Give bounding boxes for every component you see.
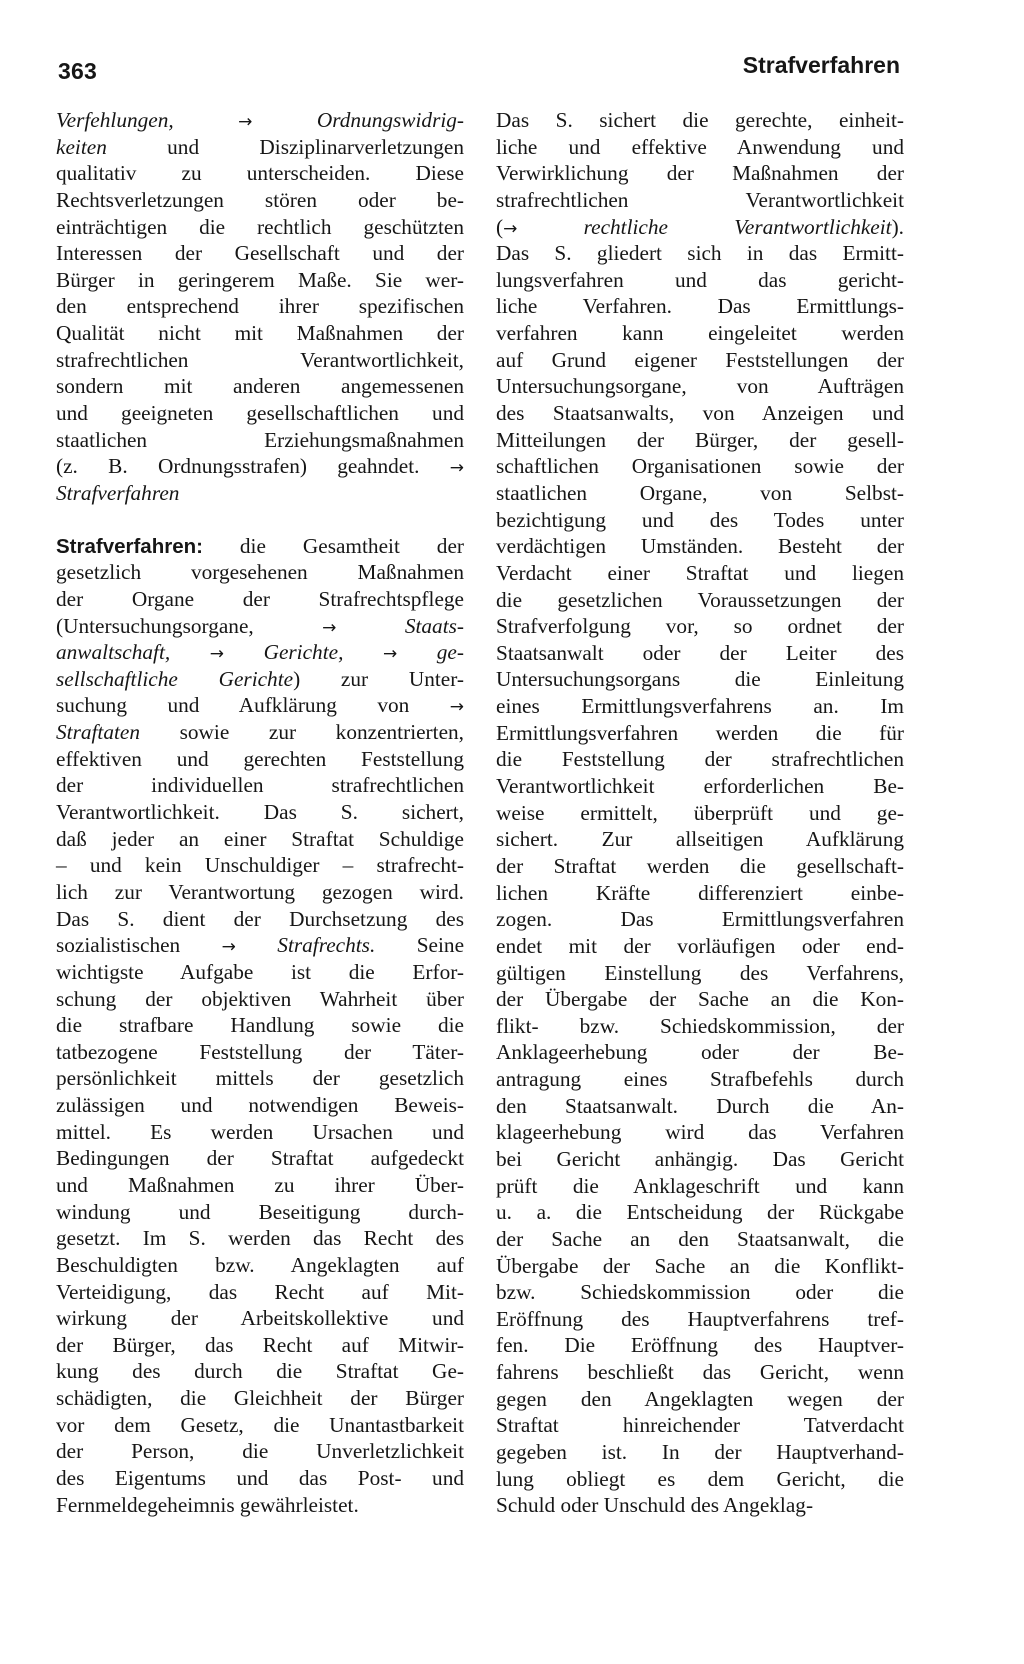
- text-line: [496, 1412, 904, 1439]
- text-run: flikt- bzw. Schiedskommission, der: [496, 1013, 904, 1038]
- text-run: Straftat hinreichender Tatverdacht: [496, 1413, 904, 1438]
- text-line: [56, 906, 464, 933]
- text-run: gültigen Einstellung des Verfahrens,: [496, 960, 904, 985]
- text-line: [496, 400, 904, 427]
- text-line: [56, 1438, 464, 1465]
- text-run: zogen. Das Ermittlungsverfahren: [496, 907, 904, 932]
- text-line: [56, 1465, 464, 1492]
- text-run: Staatsanwalt oder der Leiter des: [496, 640, 904, 665]
- text-line: [496, 560, 904, 587]
- text-run: [236, 933, 277, 957]
- text-run: ).: [891, 214, 905, 239]
- text-run: die Feststellung der strafrechtlichen: [496, 747, 904, 772]
- text-run: Beschuldigten bzw. Angeklagten auf: [56, 1252, 464, 1277]
- text-run: den Staatsanwalt. Durch die An-: [496, 1093, 904, 1118]
- text-run: der individuellen strafrechtlichen: [56, 773, 464, 798]
- text-line: [56, 799, 464, 826]
- text-line: [56, 1385, 464, 1412]
- text-run: wichtigste Aufgabe ist die Erfor-: [56, 959, 464, 984]
- text-run: schädigten, die Gleichheit der Bürger: [56, 1386, 464, 1411]
- cross-reference-term: Verfehlungen,: [56, 108, 174, 132]
- cross-reference-arrow-icon: →: [209, 644, 224, 665]
- cross-reference-term: Staats-: [404, 613, 464, 638]
- text-run: klageerhebung wird das Verfahren: [496, 1120, 904, 1145]
- cross-reference-term: Straftaten: [56, 720, 141, 745]
- text-line: [496, 880, 904, 907]
- cross-reference-arrow-icon: →: [238, 112, 253, 132]
- text-run: endet mit der vorläufigen oder end-: [496, 933, 904, 958]
- text-run: [170, 640, 210, 664]
- text-run: vor dem Gesetz, die Unantastbarkeit: [56, 1412, 464, 1437]
- text-line: [496, 693, 904, 720]
- text-line: [496, 986, 904, 1013]
- text-line: [496, 1173, 904, 1200]
- text-line: [496, 1279, 904, 1306]
- cross-reference-term: ge-: [436, 640, 464, 665]
- text-run: bzw. Schiedskommission oder die: [496, 1280, 904, 1305]
- text-line: [496, 214, 904, 241]
- text-line: [496, 800, 904, 827]
- text-run: Verantwortlichkeit. Das S. sichert,: [56, 800, 464, 825]
- text-run: und Maßnahmen zu ihrer Über-: [56, 1172, 464, 1197]
- cross-reference-arrow-icon: →: [449, 697, 464, 718]
- cross-reference-arrow-icon: →: [221, 937, 236, 958]
- text-line: [496, 134, 904, 161]
- text-line: [496, 853, 904, 880]
- cross-reference-term: Strafverfahren: [56, 480, 180, 505]
- text-line: [496, 373, 904, 400]
- text-run: gegeben ist. In der Hauptverhand-: [496, 1440, 904, 1465]
- text-run: Anklageerhebung oder der Be-: [496, 1040, 904, 1065]
- text-run: u. a. die Entscheidung der Rückgabe: [496, 1200, 904, 1225]
- text-run: Seine: [375, 933, 465, 958]
- text-line: [56, 879, 464, 906]
- text-run: lung obliegt es dem Gericht, die: [496, 1466, 904, 1491]
- text-run: qualitativ zu unterscheiden. Diese: [56, 161, 464, 186]
- text-line: [496, 293, 904, 320]
- text-run: Untersuchungsorgans die Einleitung: [496, 667, 904, 692]
- text-line: [496, 1226, 904, 1253]
- text-line: [56, 559, 464, 586]
- text-line: [496, 1039, 904, 1066]
- text-run: Verdacht einer Straftat und liegen: [496, 560, 904, 585]
- text-run: Verwirklichung der Maßnahmen der: [496, 161, 904, 186]
- text-line: [496, 1066, 904, 1093]
- text-run: antragung eines Strafbefehls durch: [496, 1067, 904, 1092]
- text-line: [496, 320, 904, 347]
- text-run: ) zur Unter-: [293, 666, 464, 691]
- cross-reference-term: Gerichte,: [263, 640, 344, 665]
- text-run: eines Ermittlungsverfahrens an. Im: [496, 694, 904, 719]
- text-run: strafrechtlichen Verantwortlichkeit,: [56, 347, 464, 372]
- text-run: – und kein Unschuldiger – strafrecht-: [56, 853, 464, 878]
- text-line: [56, 1279, 464, 1306]
- text-line: [56, 1012, 464, 1039]
- text-line: [56, 1199, 464, 1226]
- text-line: [56, 959, 464, 986]
- text-run: sichert. Zur allseitigen Aufklärung: [496, 827, 904, 852]
- text-line: [56, 400, 464, 427]
- running-head: Strafverfahren: [742, 52, 900, 78]
- text-line: [56, 1065, 464, 1092]
- text-run: lichen Kräfte differenziert einbe-: [496, 880, 904, 905]
- text-run: persönlichkeit mittels der gesetzlich: [56, 1066, 464, 1091]
- text-run: Übergabe der Sache an die Konflikt-: [496, 1253, 904, 1278]
- text-run: effektiven und gerechten Feststellung: [56, 746, 464, 771]
- text-line: [56, 1039, 464, 1066]
- text-run: liche Verfahren. Das Ermittlungs-: [496, 294, 904, 319]
- text-line: [496, 773, 904, 800]
- text-run: windung und Beseitigung durch-: [56, 1199, 464, 1224]
- entry-strafverfahren: [56, 533, 464, 1519]
- text-line: [56, 1225, 464, 1252]
- text-line: [56, 746, 464, 773]
- text-line: [496, 1439, 904, 1466]
- text-run: der Sache an den Staatsanwalt, die: [496, 1226, 904, 1251]
- cross-reference-term: Ordnungswidrig-: [316, 108, 465, 132]
- text-line: [56, 692, 464, 719]
- text-run: [517, 215, 583, 239]
- text-run: bei Gericht anhängig. Das Gericht: [496, 1146, 904, 1171]
- text-line: [496, 1466, 904, 1493]
- cross-reference-arrow-icon: →: [503, 218, 518, 239]
- text-line: [496, 640, 904, 667]
- text-line: [56, 453, 464, 480]
- text-line: [56, 480, 464, 507]
- text-run: strafrechtlichen Verantwortlichkeit: [496, 187, 904, 212]
- cross-reference-term: sellschaftliche Gerichte: [56, 666, 294, 691]
- text-line: [56, 666, 464, 693]
- text-run: Interessen der Gesellschaft und der: [56, 241, 464, 266]
- text-line: [56, 639, 464, 666]
- text-run: sondern mit anderen angemessenen: [56, 374, 464, 399]
- text-run: [343, 640, 383, 664]
- text-line: [496, 587, 904, 614]
- text-line: [496, 160, 904, 187]
- text-run: (Untersuchungsorgane,: [56, 613, 323, 638]
- text-line: [56, 852, 464, 879]
- text-line: [56, 134, 464, 161]
- text-run: den entsprechend ihrer spezifischen: [56, 294, 464, 319]
- text-run: Ermittlungsverfahren werden die für: [496, 720, 904, 745]
- text-line: [496, 107, 904, 134]
- text-run: prüft die Anklageschrift und kann: [496, 1173, 904, 1198]
- text-line: [496, 240, 904, 267]
- entry-separator: [56, 507, 464, 533]
- text-line: [56, 320, 464, 347]
- text-run: verdächtigen Umständen. Besteht der: [496, 534, 904, 559]
- text-run: gesetzt. Im S. werden das Recht des: [56, 1226, 464, 1251]
- cross-reference-term: rechtliche Verantwortlichkeit: [583, 214, 892, 239]
- text-line: [56, 586, 464, 613]
- text-line: [56, 533, 464, 560]
- text-line: [496, 1332, 904, 1359]
- text-run: auf Grund eigener Feststellungen der: [496, 347, 904, 372]
- text-line: [496, 826, 904, 853]
- text-run: weise ermittelt, überprüft und ge-: [496, 800, 904, 825]
- text-run: [252, 108, 316, 132]
- text-line: [496, 1492, 904, 1519]
- text-run: mittel. Es werden Ursachen und: [56, 1119, 464, 1144]
- text-line: [496, 1119, 904, 1146]
- text-line: [496, 1199, 904, 1226]
- left-column: [56, 107, 464, 1518]
- text-line: [496, 746, 904, 773]
- text-line: [56, 160, 464, 187]
- text-run: lungsverfahren und das gericht-: [496, 267, 904, 292]
- text-run: des Eigentums und das Post- und: [56, 1466, 464, 1491]
- text-line: [56, 1252, 464, 1279]
- text-run: der Person, die Unverletzlichkeit: [56, 1439, 464, 1464]
- text-run: Verantwortlichkeit erforderlichen Be-: [496, 774, 904, 799]
- text-run: (z. B. Ordnungsstrafen) geahndet.: [56, 454, 450, 479]
- text-line: [56, 240, 464, 267]
- text-run: Das S. dient der Durchsetzung des: [56, 906, 464, 931]
- text-run: des Staatsanwalts, von Anzeigen und: [496, 401, 904, 426]
- cross-reference-arrow-icon: →: [382, 644, 398, 665]
- text-line: [56, 1412, 464, 1439]
- text-run: staatlichen Organe, von Selbst-: [496, 480, 904, 505]
- text-line: [496, 906, 904, 933]
- text-run: Untersuchungsorgane, von Aufträgen: [496, 374, 904, 399]
- text-run: fahrens beschließt das Gericht, wenn: [496, 1360, 904, 1385]
- text-line: [496, 720, 904, 747]
- text-line: [496, 453, 904, 480]
- cross-reference-arrow-icon: →: [322, 617, 337, 638]
- text-run: Das S. gliedert sich in das Ermitt-: [496, 241, 904, 266]
- text-line: [56, 1305, 464, 1332]
- text-line: [56, 187, 464, 214]
- text-run: suchung und Aufklärung von: [56, 693, 450, 718]
- text-line: [56, 1119, 464, 1146]
- text-run: [336, 614, 404, 638]
- text-run: Das S. sichert die gerechte, einheit-: [496, 108, 904, 132]
- text-run: Rechtsverletzungen stören oder be-: [56, 187, 464, 212]
- text-line: [56, 772, 464, 799]
- text-run: Schuld oder Unschuld des Angeklag-: [496, 1493, 814, 1518]
- text-line: [56, 932, 464, 959]
- text-run: liche und effektive Anwendung und: [496, 134, 904, 159]
- text-line: [496, 613, 904, 640]
- text-run: gesetzlich vorgesehenen Maßnahmen: [56, 560, 464, 585]
- text-run: kung des durch die Straftat Ge-: [56, 1359, 464, 1384]
- text-line: [496, 427, 904, 454]
- text-run: (: [496, 214, 504, 239]
- text-line: [496, 507, 904, 534]
- entry-strafverfahren-continued: [496, 107, 904, 1519]
- text-line: [496, 533, 904, 560]
- text-run: staatlichen Erziehungsmaßnahmen: [56, 427, 464, 452]
- cross-reference-term: anwaltschaft,: [56, 640, 171, 665]
- text-line: [56, 986, 464, 1013]
- cross-reference-term: keiten: [56, 134, 107, 159]
- text-line: [56, 1172, 464, 1199]
- text-run: sozialistischen: [56, 933, 222, 958]
- text-run: [397, 640, 437, 664]
- text-line: [56, 1145, 464, 1172]
- cross-reference-term: Strafrechts.: [277, 933, 376, 958]
- text-run: Fernmeldegeheimnis gewährleistet.: [56, 1492, 359, 1517]
- previous-entry-continuation: [56, 107, 464, 507]
- text-run: Mitteilungen der Bürger, der gesell-: [496, 427, 904, 452]
- text-run: Eröffnung des Hauptverfahrens tref-: [496, 1306, 904, 1331]
- text-run: die gesetzlichen Voraussetzungen der: [496, 587, 904, 612]
- text-line: [496, 960, 904, 987]
- text-line: [496, 1359, 904, 1386]
- text-run: Qualität nicht mit Maßnahmen der: [56, 321, 464, 346]
- text-run: einträchtigen die rechtlich geschützten: [56, 214, 464, 239]
- text-line: [496, 1146, 904, 1173]
- text-run: schaftlichen Organisationen sowie der: [496, 454, 904, 479]
- text-run: daß jeder an einer Straftat Schuldige: [56, 826, 464, 851]
- entry-headword: Strafverfahren:: [56, 534, 203, 558]
- text-run: Verteidigung, das Recht auf Mit-: [56, 1279, 464, 1304]
- text-run: Bürger in geringerem Maße. Sie wer-: [56, 267, 464, 292]
- text-run: der Bürger, das Recht auf Mitwir-: [56, 1332, 464, 1357]
- text-line: [56, 1092, 464, 1119]
- text-run: Strafverfolgung vor, so ordnet der: [496, 614, 904, 639]
- text-line: [56, 1492, 464, 1519]
- text-line: [56, 267, 464, 294]
- text-run: zulässigen und notwendigen Beweis-: [56, 1093, 464, 1118]
- text-run: der Übergabe der Sache an die Kon-: [496, 987, 904, 1012]
- text-run: verfahren kann eingeleitet werden: [496, 321, 904, 346]
- text-run: Bedingungen der Straftat aufgedeckt: [56, 1146, 464, 1171]
- text-run: gegen den Angeklagten wegen der: [496, 1386, 904, 1411]
- text-line: [496, 1013, 904, 1040]
- text-line: [56, 613, 464, 640]
- text-line: [496, 1093, 904, 1120]
- text-line: [496, 1306, 904, 1333]
- text-line: [496, 267, 904, 294]
- page-number: 363: [58, 58, 97, 84]
- text-run: der Straftat werden die gesellschaft-: [496, 853, 904, 878]
- text-line: [496, 480, 904, 507]
- text-run: tatbezogene Feststellung der Täter-: [56, 1039, 464, 1064]
- text-line: [496, 347, 904, 374]
- text-line: [56, 214, 464, 241]
- text-line: [496, 933, 904, 960]
- text-line: [496, 666, 904, 693]
- text-line: [56, 1358, 464, 1385]
- right-column: [496, 107, 904, 1519]
- text-run: [174, 108, 238, 132]
- text-run: [224, 640, 264, 664]
- text-run: und Disziplinarverletzungen: [106, 134, 464, 159]
- text-line: [56, 427, 464, 454]
- text-run: die Gesamtheit der: [202, 533, 464, 558]
- text-line: [56, 373, 464, 400]
- text-line: [496, 187, 904, 214]
- text-line: [56, 1332, 464, 1359]
- text-line: [56, 347, 464, 374]
- text-run: und geeigneten gesellschaftlichen und: [56, 401, 464, 426]
- text-line: [56, 719, 464, 746]
- text-run: lich zur Verantwortung gezogen wird.: [56, 879, 464, 904]
- text-run: fen. Die Eröffnung des Hauptver-: [496, 1333, 904, 1358]
- text-line: [56, 107, 464, 134]
- text-run: die strafbare Handlung sowie die: [56, 1013, 464, 1038]
- text-run: sowie zur konzentrierten,: [140, 720, 464, 745]
- cross-reference-arrow-icon: →: [449, 458, 464, 479]
- text-line: [496, 1253, 904, 1280]
- text-run: bezichtigung und des Todes unter: [496, 507, 904, 532]
- text-line: [56, 826, 464, 853]
- text-line: [56, 293, 464, 320]
- text-run: wirkung der Arbeitskollektive und: [56, 1306, 464, 1331]
- text-run: der Organe der Strafrechtspflege: [56, 586, 464, 611]
- text-run: schung der objektiven Wahrheit über: [56, 986, 464, 1011]
- text-line: [496, 1386, 904, 1413]
